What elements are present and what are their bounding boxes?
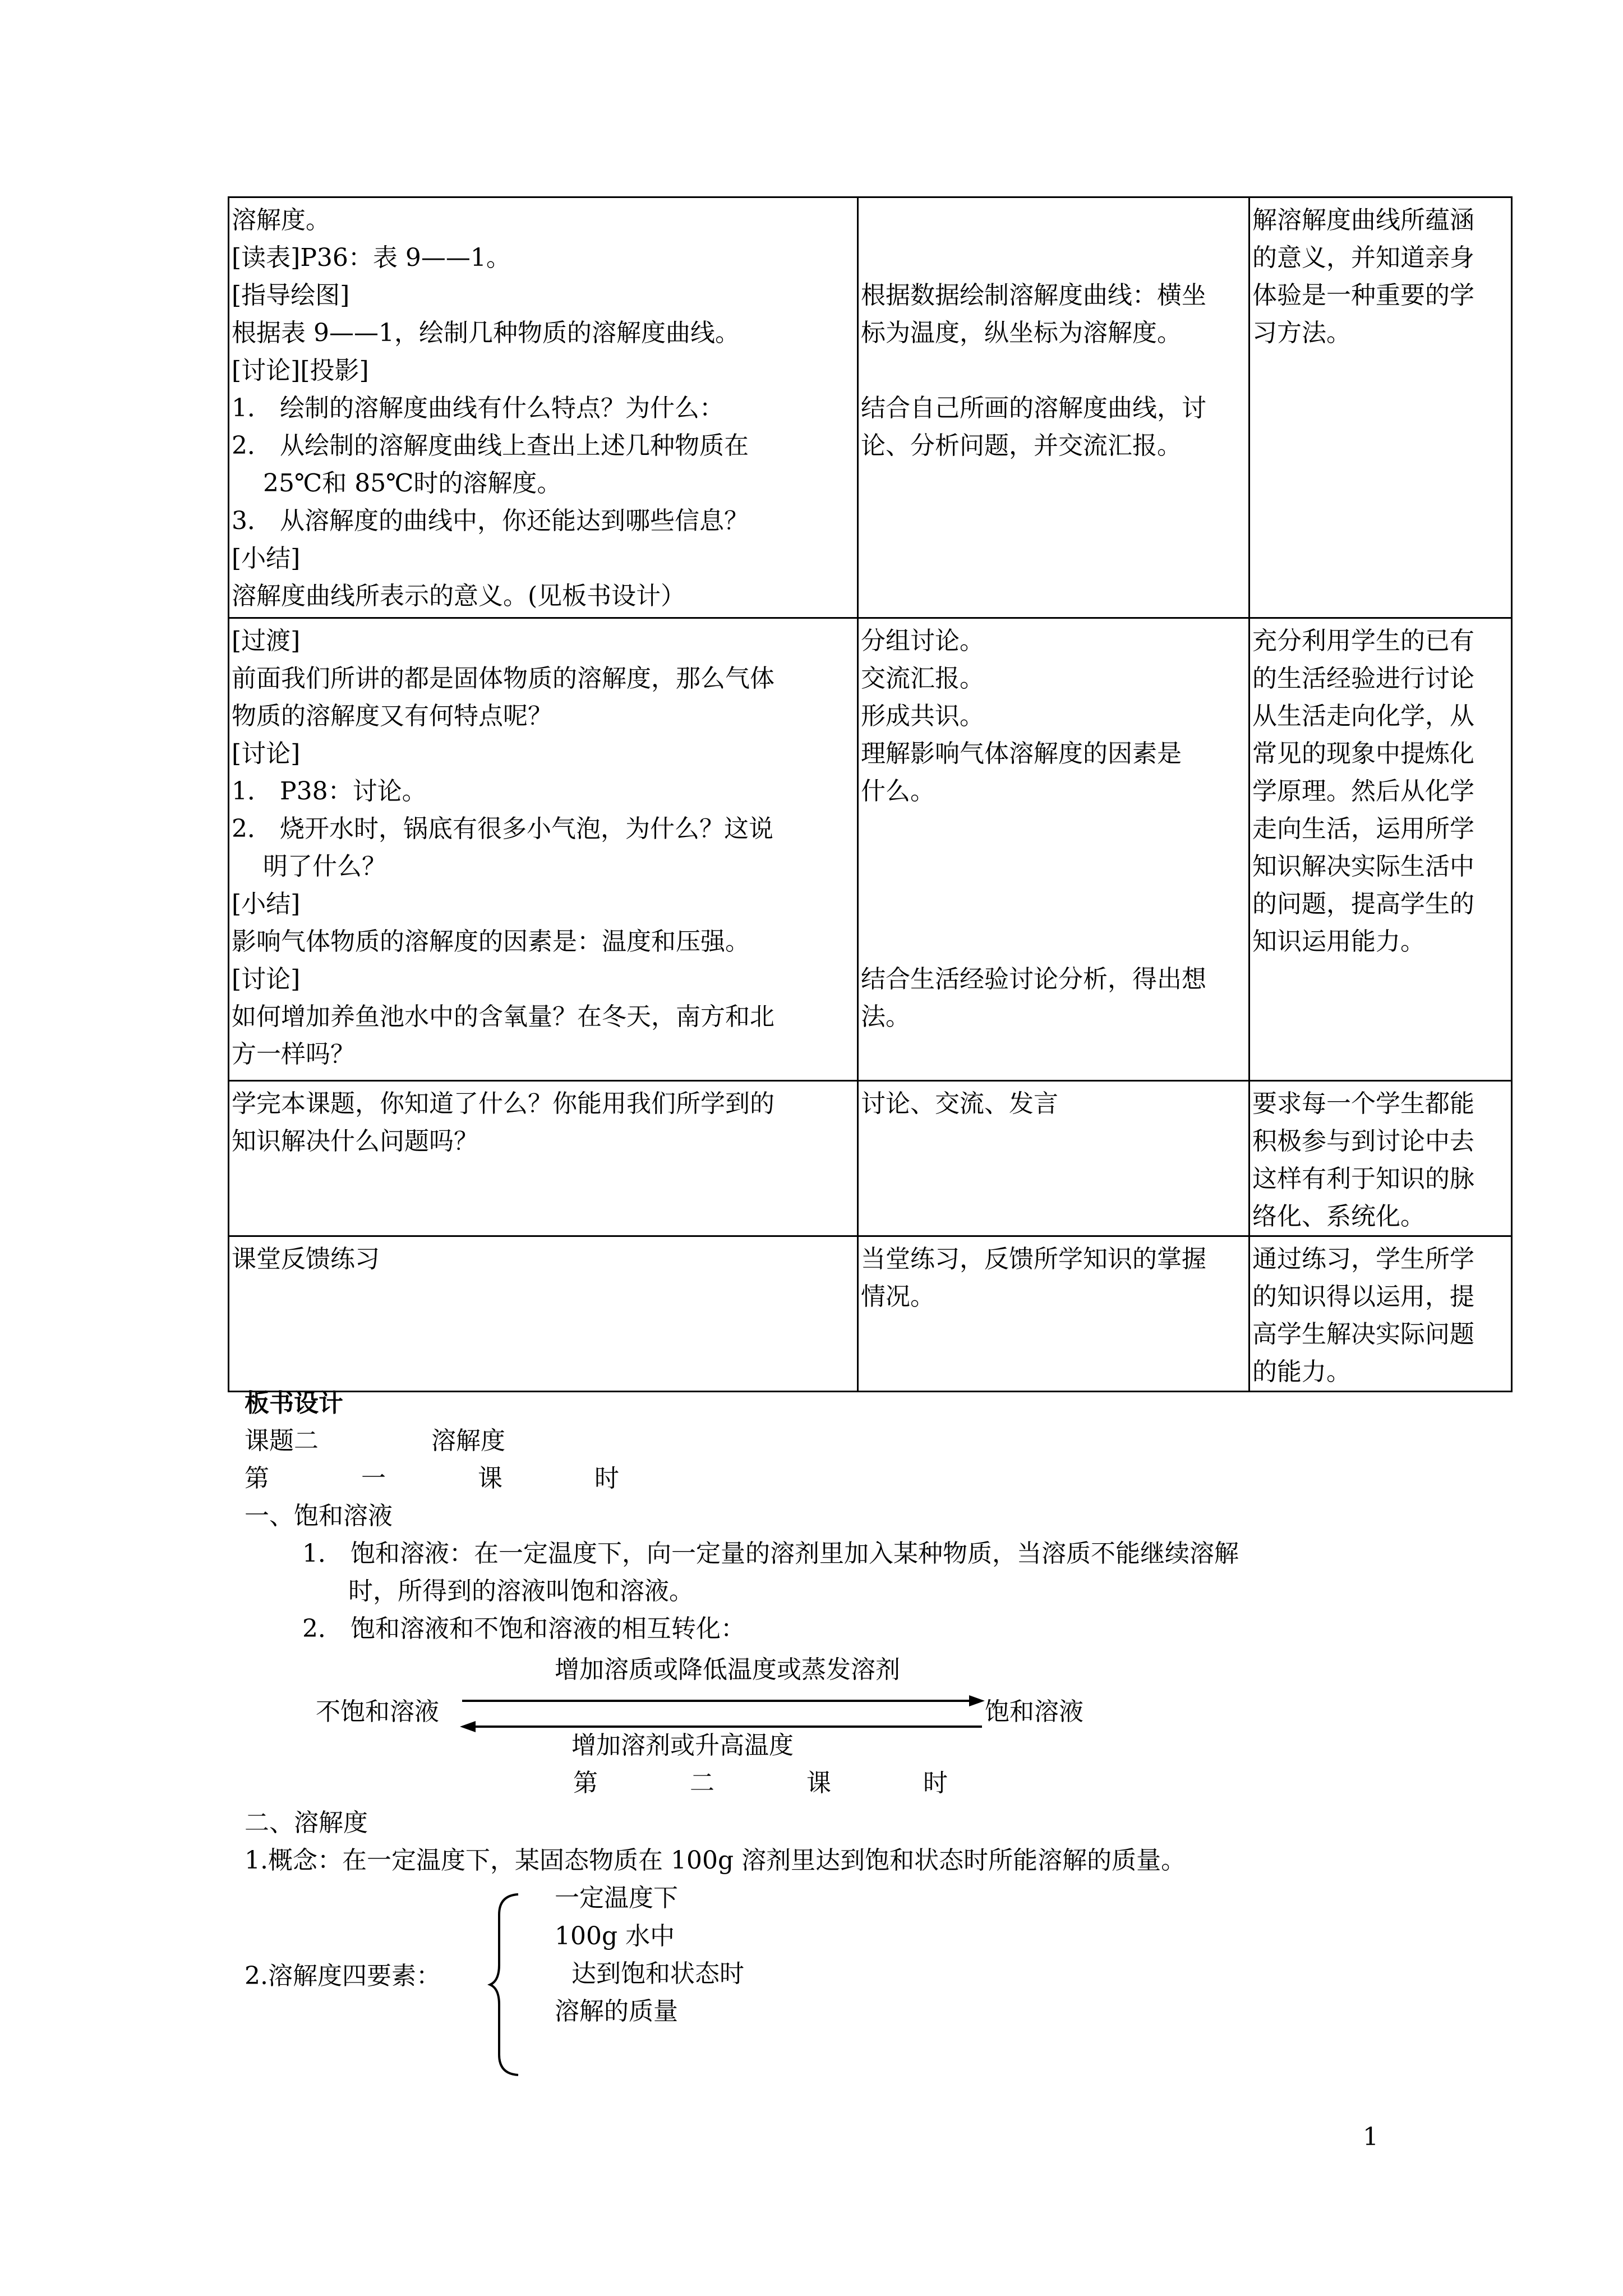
student-cell bbox=[858, 197, 1249, 618]
cell-line: 习方法。 bbox=[1252, 319, 1351, 347]
teacher-cell bbox=[229, 197, 858, 618]
cell-line: 学完本课题，你知道了什么？你能用我们所学到的 bbox=[232, 1089, 774, 1118]
table-row bbox=[229, 197, 1512, 618]
cell-line: 知识运用能力。 bbox=[1252, 927, 1425, 956]
cell-line: 影响气体物质的溶解度的因素是：温度和压强。 bbox=[232, 927, 750, 956]
item-2-text: 2． 饱和溶液和不饱和溶液的相互转化： bbox=[302, 1614, 745, 1643]
section-one-title: 一、饱和溶液 bbox=[245, 1502, 393, 1530]
cell-line: 3． 从溶解度的曲线中，你还能达到哪些信息？ bbox=[232, 507, 749, 535]
student-cell bbox=[858, 1081, 1249, 1236]
element-4: 溶解的质量 bbox=[555, 1997, 678, 2026]
cell-line: 结合生活经验讨论分析，得出想 bbox=[861, 965, 1206, 993]
cell-line: 学原理。然后从化学 bbox=[1252, 777, 1474, 806]
cell-line: 溶解度。 bbox=[232, 206, 330, 234]
cell-line: 通过练习，学生所学 bbox=[1252, 1245, 1474, 1273]
cell-line: 常见的现象中提炼化 bbox=[1252, 739, 1474, 768]
spacer bbox=[861, 923, 1246, 960]
cell-line: 如何增加养鱼池水中的含氧量？在冬天，南方和北 bbox=[232, 1002, 774, 1031]
spacer bbox=[861, 885, 1246, 923]
cell-line: 体验是一种重要的学 bbox=[1252, 281, 1474, 310]
cell-line: 的问题，提高学生的 bbox=[1252, 890, 1474, 918]
cell-line: [讨论][投影] bbox=[232, 356, 369, 385]
cell-line: [讨论] bbox=[232, 739, 301, 768]
cell-line: 知识解决什么问题吗？ bbox=[232, 1127, 478, 1156]
cell-line: 物质的溶解度又有何特点呢？ bbox=[232, 702, 552, 730]
spacer bbox=[861, 352, 1246, 389]
cell-line: 结合自己所画的溶解度曲线，讨 bbox=[861, 394, 1206, 422]
saturated-label: 饱和溶液 bbox=[985, 1697, 1083, 1726]
arrow-bottom-label: 增加溶剂或升高温度 bbox=[571, 1731, 794, 1760]
cell-line: 2． 从绘制的溶解度曲线上查出上述几种物质在 bbox=[232, 431, 749, 460]
cell-line: 交流汇报。 bbox=[861, 664, 984, 693]
cell-line: 明了什么？ bbox=[263, 852, 386, 881]
cell-line: 根据数据绘制溶解度曲线：横坐 bbox=[861, 281, 1206, 310]
unsaturated-label: 不饱和溶液 bbox=[316, 1697, 439, 1726]
table-row bbox=[229, 618, 1512, 1081]
element-3: 达到饱和状态时 bbox=[571, 1959, 744, 1988]
cell-line: 讨论、交流、发言 bbox=[861, 1089, 1058, 1118]
cell-line: 理解影响气体溶解度的因素是 bbox=[861, 739, 1182, 768]
cell-line: [讨论] bbox=[232, 965, 301, 993]
board-heading: 板书设计 bbox=[245, 1389, 343, 1418]
cell-line: 的能力。 bbox=[1252, 1358, 1351, 1386]
solubility-concept: 1.概念：在一定温度下，某固态物质在 100g 溶剂里达到饱和状态时所能溶解的质量。 bbox=[245, 1846, 1186, 1875]
intent-cell bbox=[1249, 1081, 1512, 1236]
cell-line: 形成共识。 bbox=[861, 702, 984, 730]
cell-line: 1． P38：讨论。 bbox=[232, 777, 427, 806]
cell-line: 论、分析问题，并交流汇报。 bbox=[861, 431, 1182, 460]
cell-line: [指导绘图] bbox=[232, 281, 350, 310]
cell-line: [小结] bbox=[232, 544, 301, 573]
cell-line: [小结] bbox=[232, 890, 301, 918]
arrow-top-label: 增加溶质或降低温度或蒸发溶剂 bbox=[555, 1655, 900, 1684]
cell-line: [读表]P36：表 9——1。 bbox=[232, 243, 511, 272]
intent-cell bbox=[1249, 618, 1512, 1081]
teacher-cell bbox=[229, 1236, 858, 1392]
topic-label: 课题二 bbox=[245, 1427, 319, 1455]
cell-line: 从生活走向化学，从 bbox=[1252, 702, 1474, 730]
teacher-cell bbox=[229, 618, 858, 1081]
cell-line: 25℃和 85℃时的溶解度。 bbox=[263, 469, 562, 498]
lesson-two-heading: 第 二 课 时 bbox=[573, 1769, 981, 1797]
student-cell bbox=[858, 618, 1249, 1081]
cell-line: 溶解度曲线所表示的意义。(见板书设计） bbox=[232, 582, 686, 610]
cell-line: 2． 烧开水时，锅底有很多小气泡，为什么？这说 bbox=[232, 815, 773, 843]
cell-line: 要求每一个学生都能 bbox=[1252, 1089, 1474, 1118]
cell-line: 情况。 bbox=[861, 1282, 935, 1311]
cell-line: 络化、系统化。 bbox=[1252, 1202, 1425, 1231]
intent-cell bbox=[1249, 197, 1512, 618]
spacer bbox=[861, 239, 1246, 277]
intent-cell bbox=[1249, 1236, 1512, 1392]
cell-line: 什么。 bbox=[861, 777, 935, 806]
table-row bbox=[229, 1081, 1512, 1236]
topic-name: 溶解度 bbox=[431, 1427, 505, 1455]
cell-line: 前面我们所讲的都是固体物质的溶解度，那么气体 bbox=[232, 664, 774, 693]
spacer bbox=[861, 201, 1246, 239]
cell-line: 的生活经验进行讨论 bbox=[1252, 664, 1474, 693]
item-1-continued: 时，所得到的溶液叫饱和溶液。 bbox=[348, 1577, 694, 1605]
left-arrow-icon bbox=[460, 1721, 476, 1732]
cell-line: 分组讨论。 bbox=[861, 627, 984, 655]
cell-line: 标为温度，纵坐标为溶解度。 bbox=[861, 319, 1182, 347]
element-2: 100g 水中 bbox=[555, 1922, 675, 1950]
brace-icon bbox=[486, 1892, 525, 2077]
four-elements-label: 2.溶解度四要素： bbox=[245, 1962, 441, 1990]
lesson-table bbox=[228, 196, 1513, 1392]
student-cell bbox=[858, 1236, 1249, 1392]
cell-line: [过渡] bbox=[232, 627, 301, 655]
right-arrow-icon bbox=[969, 1695, 985, 1706]
section-two-title: 二、溶解度 bbox=[245, 1809, 368, 1837]
item-1-text: 1． 饱和溶液：在一定温度下，向一定量的溶剂里加入某种物质，当溶质不能继续溶解 bbox=[302, 1539, 1239, 1568]
cell-line: 当堂练习，反馈所学知识的掌握 bbox=[861, 1245, 1206, 1273]
cell-line: 1． 绘制的溶解度曲线有什么特点？为什么： bbox=[232, 394, 724, 422]
cell-line: 解溶解度曲线所蕴涵 bbox=[1252, 206, 1474, 234]
cell-line: 课堂反馈练习 bbox=[232, 1245, 380, 1273]
element-1: 一定温度下 bbox=[555, 1884, 678, 1912]
cell-line: 的知识得以运用，提 bbox=[1252, 1282, 1474, 1311]
cell-line: 的意义，并知道亲身 bbox=[1252, 243, 1474, 272]
spacer bbox=[861, 848, 1246, 885]
cell-line: 方一样吗？ bbox=[232, 1040, 355, 1069]
page-number: 1 bbox=[1363, 2123, 1378, 2151]
lesson-one-heading: 第 一 课 时 bbox=[245, 1464, 653, 1493]
teacher-cell bbox=[229, 1081, 858, 1236]
cell-line: 走向生活，运用所学 bbox=[1252, 815, 1474, 843]
cell-line: 根据表 9——1，绘制几种物质的溶解度曲线。 bbox=[232, 319, 740, 347]
cell-line: 充分利用学生的已有 bbox=[1252, 627, 1474, 655]
table-row bbox=[229, 1236, 1512, 1392]
cell-line: 高学生解决实际问题 bbox=[1252, 1320, 1474, 1349]
cell-line: 知识解决实际生活中 bbox=[1252, 852, 1474, 881]
cell-line: 法。 bbox=[861, 1002, 910, 1031]
cell-line: 这样有利于知识的脉 bbox=[1252, 1165, 1474, 1193]
cell-line: 积极参与到讨论中去 bbox=[1252, 1127, 1474, 1156]
spacer bbox=[861, 810, 1246, 848]
